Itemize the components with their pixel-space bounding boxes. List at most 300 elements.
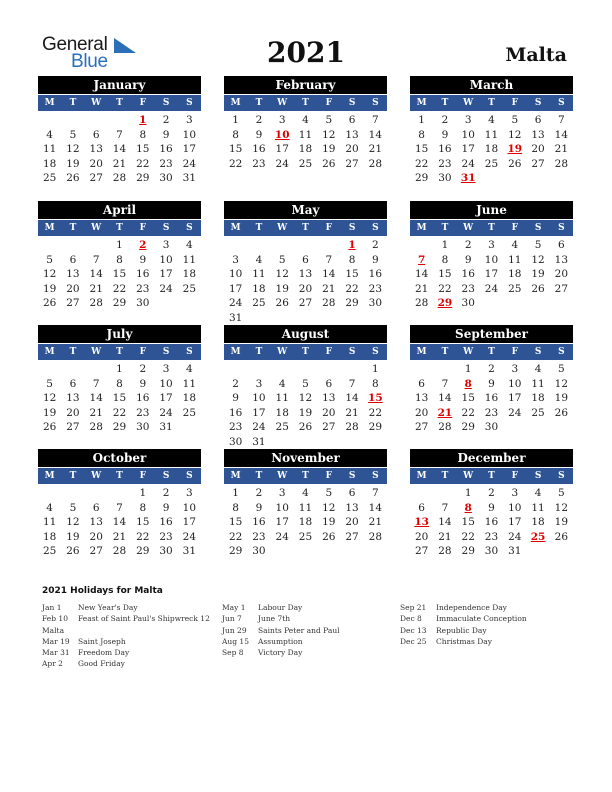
weekday-label: W <box>277 223 288 233</box>
day-cell: 21 <box>112 157 127 170</box>
weekday-label: M <box>230 98 241 108</box>
day-cell: 19 <box>66 530 80 543</box>
day-cell: 27 <box>345 530 359 543</box>
day-cell: 18 <box>531 392 545 404</box>
day-cell: 3 <box>186 487 193 499</box>
day-cell: 4 <box>534 363 542 375</box>
day-cell: 6 <box>558 239 565 251</box>
holiday-row <box>42 636 210 647</box>
holiday-row <box>222 602 340 613</box>
day-cell: 28 <box>322 297 336 309</box>
day-cell: 18 <box>182 392 197 404</box>
holiday-date: Aug 15 <box>222 636 249 646</box>
holiday-column <box>42 602 210 670</box>
weekday-label: T <box>441 471 449 481</box>
holiday-date: Dec 25 <box>400 636 427 646</box>
day-cell: 10 <box>252 392 266 404</box>
day-cell: 16 <box>252 143 266 155</box>
day-cell: 2 <box>162 487 170 499</box>
day-cell: 18 <box>298 516 313 528</box>
weekday-label: S <box>186 98 193 108</box>
day-cell: 14 <box>112 143 127 155</box>
day-cell: 22 <box>136 530 150 543</box>
holiday-day-cell: 29 <box>437 297 453 309</box>
day-cell: 29 <box>136 172 150 184</box>
holidays-title: 2021 Holidays for Malta <box>42 586 163 596</box>
weekday-label: T <box>255 347 263 357</box>
day-cell: 14 <box>554 128 569 141</box>
weekday-label: S <box>372 223 379 233</box>
day-cell: 3 <box>488 239 495 251</box>
day-cell: 24 <box>159 282 173 295</box>
day-cell: 29 <box>345 297 359 309</box>
day-cell: 5 <box>558 487 565 499</box>
weekday-label: T <box>255 98 263 108</box>
day-cell: 18 <box>484 143 499 155</box>
day-cell: 14 <box>414 268 429 280</box>
day-cell: 25 <box>508 282 522 295</box>
day-cell: 17 <box>252 406 266 419</box>
empty-cell <box>61 238 84 253</box>
day-cell: 22 <box>228 530 243 543</box>
day-cell: 15 <box>414 143 429 155</box>
day-cell: 18 <box>42 157 57 170</box>
day-cell: 13 <box>345 128 359 141</box>
weekday-label: S <box>348 98 356 108</box>
weekday-label: T <box>441 98 449 108</box>
day-cell: 1 <box>116 239 123 251</box>
weekday-label: W <box>91 471 102 481</box>
weekday-header <box>410 220 573 236</box>
weekday-label: S <box>348 347 356 357</box>
day-cell: 5 <box>46 253 53 266</box>
day-cell: 20 <box>322 406 336 419</box>
day-cell: 26 <box>554 406 569 419</box>
day-cell: 8 <box>232 501 239 514</box>
day-cell: 23 <box>252 157 266 170</box>
holiday-name: Saints Peter and Paul <box>258 625 340 635</box>
day-cell: 30 <box>159 172 173 184</box>
holiday-name: Independence Day <box>436 603 507 612</box>
day-cell: 22 <box>461 530 475 543</box>
day-cell: 24 <box>484 282 499 295</box>
day-grid <box>410 113 573 186</box>
day-cell: 18 <box>182 268 197 280</box>
day-cell: 10 <box>275 501 289 514</box>
day-cell: 2 <box>488 363 495 375</box>
day-cell: 3 <box>186 114 193 126</box>
day-cell: 5 <box>534 239 542 251</box>
day-cell: 21 <box>368 143 383 155</box>
day-cell: 21 <box>112 530 127 543</box>
day-cell: 20 <box>554 268 569 280</box>
day-cell: 19 <box>554 392 569 404</box>
empty-cell <box>410 238 433 253</box>
empty-cell <box>271 362 294 377</box>
holiday-day-cell: 1 <box>139 114 147 126</box>
day-cell: 6 <box>325 377 333 390</box>
month-header: June <box>410 201 573 219</box>
empty-cell <box>271 238 294 253</box>
weekday-header <box>224 344 387 360</box>
day-cell: 13 <box>531 128 545 141</box>
day-cell: 26 <box>66 172 80 184</box>
day-cell: 11 <box>252 268 266 280</box>
day-cell: 6 <box>92 501 100 514</box>
day-cell: 27 <box>66 297 80 309</box>
day-cell: 11 <box>182 253 197 266</box>
weekday-label: M <box>44 98 55 108</box>
day-cell: 10 <box>228 268 243 280</box>
empty-cell <box>247 238 270 253</box>
weekday-label: F <box>139 223 146 233</box>
day-cell: 27 <box>414 421 429 433</box>
weekday-label: M <box>230 347 241 357</box>
day-cell: 22 <box>414 157 429 170</box>
holiday-date: Sep 8 <box>222 648 244 658</box>
empty-cell <box>317 238 340 253</box>
day-cell: 28 <box>89 421 103 433</box>
day-cell: 20 <box>414 406 429 419</box>
day-cell: 13 <box>66 268 80 280</box>
day-cell: 17 <box>484 268 499 280</box>
day-cell: 24 <box>159 406 173 419</box>
month-header: May <box>224 201 387 219</box>
day-grid <box>224 113 387 171</box>
day-cell: 16 <box>484 392 499 404</box>
day-cell: 29 <box>136 545 150 557</box>
day-cell: 17 <box>159 268 173 280</box>
weekday-label: M <box>44 223 55 233</box>
day-cell: 9 <box>441 128 449 141</box>
day-cell: 9 <box>488 501 495 514</box>
day-cell: 12 <box>42 392 57 404</box>
day-cell: 25 <box>42 545 57 557</box>
day-cell: 10 <box>508 377 522 390</box>
empty-cell <box>108 113 131 128</box>
day-cell: 26 <box>322 530 336 543</box>
day-grid <box>38 238 201 311</box>
day-cell: 31 <box>252 435 266 448</box>
holiday-date: May 1 <box>222 603 246 612</box>
day-cell: 31 <box>228 311 243 324</box>
holiday-date: Feb 10 <box>42 614 68 624</box>
day-cell: 23 <box>368 282 383 295</box>
month-july <box>38 325 201 435</box>
day-cell: 26 <box>298 421 313 433</box>
day-cell: 15 <box>112 392 127 404</box>
empty-cell <box>61 486 84 501</box>
day-cell: 9 <box>232 392 239 404</box>
day-cell: 18 <box>42 530 57 543</box>
day-cell: 16 <box>461 268 475 280</box>
day-grid <box>410 362 573 435</box>
holiday-row <box>400 602 527 613</box>
day-cell: 30 <box>484 421 499 433</box>
day-cell: 12 <box>298 392 313 404</box>
day-cell: 27 <box>89 172 103 184</box>
weekday-label: W <box>463 223 474 233</box>
weekday-label: T <box>69 347 77 357</box>
weekday-label: S <box>558 471 565 481</box>
day-cell: 17 <box>182 516 197 528</box>
day-cell: 20 <box>414 530 429 543</box>
day-cell: 15 <box>438 268 452 280</box>
day-cell: 6 <box>302 253 309 266</box>
weekday-label: T <box>255 223 263 233</box>
day-cell: 1 <box>372 363 379 375</box>
day-cell: 4 <box>302 114 309 126</box>
day-cell: 26 <box>42 297 57 309</box>
day-cell: 14 <box>368 128 383 141</box>
day-cell: 4 <box>511 239 519 251</box>
day-cell: 13 <box>66 392 80 404</box>
logo-text-blue: Blue <box>71 51 108 72</box>
day-cell: 27 <box>89 545 103 557</box>
weekday-label: S <box>186 347 193 357</box>
weekday-label: W <box>463 471 474 481</box>
holiday-day-cell: 31 <box>460 172 476 184</box>
day-cell: 15 <box>228 516 243 528</box>
day-cell: 14 <box>368 501 383 514</box>
day-cell: 25 <box>298 157 313 170</box>
day-cell: 12 <box>508 128 522 141</box>
holiday-name: Saint Joseph <box>78 636 126 646</box>
day-cell: 9 <box>488 377 495 390</box>
month-february <box>224 76 387 171</box>
empty-cell <box>224 362 247 377</box>
weekday-label: T <box>116 98 123 108</box>
day-cell: 2 <box>255 487 263 499</box>
day-cell: 30 <box>136 297 150 309</box>
holiday-name: New Year's Day <box>78 603 138 612</box>
day-cell: 7 <box>372 114 379 126</box>
day-cell: 31 <box>182 172 197 184</box>
day-cell: 16 <box>438 143 452 155</box>
day-cell: 18 <box>298 143 313 155</box>
weekday-label: F <box>139 347 146 357</box>
holiday-row <box>222 613 340 624</box>
day-cell: 27 <box>345 157 359 170</box>
day-cell: 27 <box>298 297 313 309</box>
day-cell: 21 <box>89 406 103 419</box>
weekday-label: T <box>441 347 449 357</box>
day-cell: 2 <box>162 114 170 126</box>
day-cell: 10 <box>159 253 173 266</box>
day-cell: 21 <box>322 282 336 295</box>
day-cell: 7 <box>372 487 379 499</box>
day-cell: 17 <box>275 516 289 528</box>
day-cell: 29 <box>228 545 243 557</box>
holiday-row <box>400 636 527 647</box>
day-cell: 28 <box>112 545 127 557</box>
weekday-label: F <box>325 223 332 233</box>
day-cell: 7 <box>92 377 100 390</box>
day-cell: 12 <box>554 501 569 514</box>
day-cell: 5 <box>325 487 333 499</box>
day-cell: 6 <box>348 487 356 499</box>
day-cell: 13 <box>89 143 103 155</box>
weekday-label: S <box>534 223 542 233</box>
day-cell: 4 <box>534 487 542 499</box>
month-header: January <box>38 76 201 94</box>
empty-cell <box>108 486 131 501</box>
day-cell: 14 <box>89 392 103 404</box>
weekday-label: T <box>69 471 77 481</box>
day-cell: 28 <box>112 172 127 184</box>
day-cell: 9 <box>162 128 170 141</box>
day-cell: 8 <box>139 501 147 514</box>
holiday-day-cell: 13 <box>414 516 429 528</box>
day-cell: 30 <box>252 545 266 557</box>
day-cell: 28 <box>89 297 103 309</box>
day-cell: 25 <box>252 297 266 309</box>
day-cell: 17 <box>275 143 289 155</box>
holiday-day-cell: 10 <box>274 128 290 141</box>
day-cell: 25 <box>275 421 289 433</box>
day-cell: 21 <box>414 282 429 295</box>
month-header: November <box>224 449 387 467</box>
weekday-label: S <box>162 223 170 233</box>
weekday-label: S <box>558 223 565 233</box>
day-cell: 29 <box>112 421 127 433</box>
month-november <box>224 449 387 559</box>
weekday-label: T <box>255 471 263 481</box>
holiday-date: Apr 2 <box>42 659 63 669</box>
day-cell: 24 <box>508 530 522 543</box>
day-cell: 10 <box>461 128 475 141</box>
day-cell: 8 <box>348 253 356 266</box>
day-cell: 14 <box>438 516 452 528</box>
weekday-label: T <box>488 98 495 108</box>
day-cell: 13 <box>322 392 336 404</box>
day-cell: 3 <box>278 114 286 126</box>
weekday-label: T <box>488 347 495 357</box>
empty-cell <box>433 486 456 501</box>
weekday-label: W <box>463 347 474 357</box>
day-cell: 29 <box>112 297 127 309</box>
day-cell: 21 <box>438 530 452 543</box>
holiday-name: Labour Day <box>258 603 303 612</box>
day-cell: 12 <box>66 516 80 528</box>
holiday-name: Victory Day <box>258 648 303 658</box>
weekday-header <box>38 344 201 360</box>
month-january <box>38 76 201 186</box>
day-cell: 3 <box>511 363 519 375</box>
holiday-row <box>42 658 210 669</box>
day-cell: 27 <box>414 545 429 557</box>
holiday-date: Mar 31 <box>42 648 70 658</box>
day-cell: 3 <box>511 487 519 499</box>
day-cell: 14 <box>438 392 452 404</box>
empty-cell <box>317 362 340 377</box>
day-cell: 5 <box>46 377 53 390</box>
weekday-label: S <box>534 347 542 357</box>
page-title: 2021 <box>267 36 345 69</box>
day-cell: 15 <box>461 392 475 404</box>
empty-cell <box>294 362 317 377</box>
day-cell: 17 <box>182 143 197 155</box>
empty-cell <box>340 362 363 377</box>
day-cell: 19 <box>275 282 289 295</box>
day-cell: 28 <box>368 530 383 543</box>
day-cell: 4 <box>186 363 193 375</box>
day-cell: 2 <box>441 114 449 126</box>
weekday-label: S <box>162 98 170 108</box>
empty-cell <box>433 362 456 377</box>
month-march <box>410 76 573 186</box>
day-cell: 16 <box>136 268 150 280</box>
day-cell: 10 <box>484 253 499 266</box>
day-cell: 24 <box>508 406 522 419</box>
holiday-row <box>400 625 527 636</box>
day-cell: 9 <box>139 377 147 390</box>
day-cell: 26 <box>508 157 522 170</box>
day-cell: 20 <box>298 282 313 295</box>
day-cell: 10 <box>159 377 173 390</box>
weekday-label: T <box>488 471 495 481</box>
month-header: August <box>224 325 387 343</box>
day-cell: 3 <box>255 377 263 390</box>
weekday-header <box>224 220 387 236</box>
day-cell: 3 <box>464 114 472 126</box>
day-cell: 16 <box>136 392 150 404</box>
day-cell: 2 <box>488 487 495 499</box>
day-cell: 21 <box>368 516 383 528</box>
weekday-label: W <box>277 98 288 108</box>
holiday-name: Feast of Saint Paul's Shipwreck 12 <box>78 614 210 624</box>
day-cell: 30 <box>136 421 150 433</box>
day-cell: 28 <box>438 421 452 433</box>
month-may <box>224 201 387 325</box>
day-cell: 4 <box>255 253 263 266</box>
weekday-label: W <box>91 223 102 233</box>
empty-cell <box>85 238 108 253</box>
day-cell: 1 <box>232 114 239 126</box>
day-cell: 28 <box>414 297 429 309</box>
day-cell: 2 <box>139 363 147 375</box>
weekday-label: S <box>348 223 356 233</box>
day-cell: 23 <box>252 530 266 543</box>
day-cell: 27 <box>531 157 545 170</box>
day-cell: 5 <box>278 253 286 266</box>
holiday-day-cell: 19 <box>507 143 523 155</box>
day-cell: 13 <box>554 253 569 266</box>
holiday-row <box>42 647 210 658</box>
day-cell: 26 <box>275 297 289 309</box>
day-cell: 13 <box>89 516 103 528</box>
day-cell: 24 <box>252 421 266 433</box>
weekday-label: W <box>91 347 102 357</box>
weekday-header <box>38 468 201 484</box>
weekday-label: S <box>372 98 379 108</box>
day-cell: 30 <box>484 545 499 557</box>
day-cell: 7 <box>325 253 333 266</box>
holiday-date: Jun 29 <box>222 625 247 635</box>
holiday-name: Assumption <box>258 636 303 646</box>
empty-cell <box>61 113 84 128</box>
weekday-label: S <box>186 223 193 233</box>
weekday-label: F <box>511 347 518 357</box>
day-cell: 19 <box>42 282 57 295</box>
day-cell: 28 <box>368 157 383 170</box>
weekday-label: T <box>69 223 77 233</box>
month-header: February <box>224 76 387 94</box>
day-cell: 4 <box>186 239 193 251</box>
day-cell: 3 <box>162 239 170 251</box>
weekday-label: M <box>44 471 55 481</box>
day-cell: 23 <box>438 157 452 170</box>
